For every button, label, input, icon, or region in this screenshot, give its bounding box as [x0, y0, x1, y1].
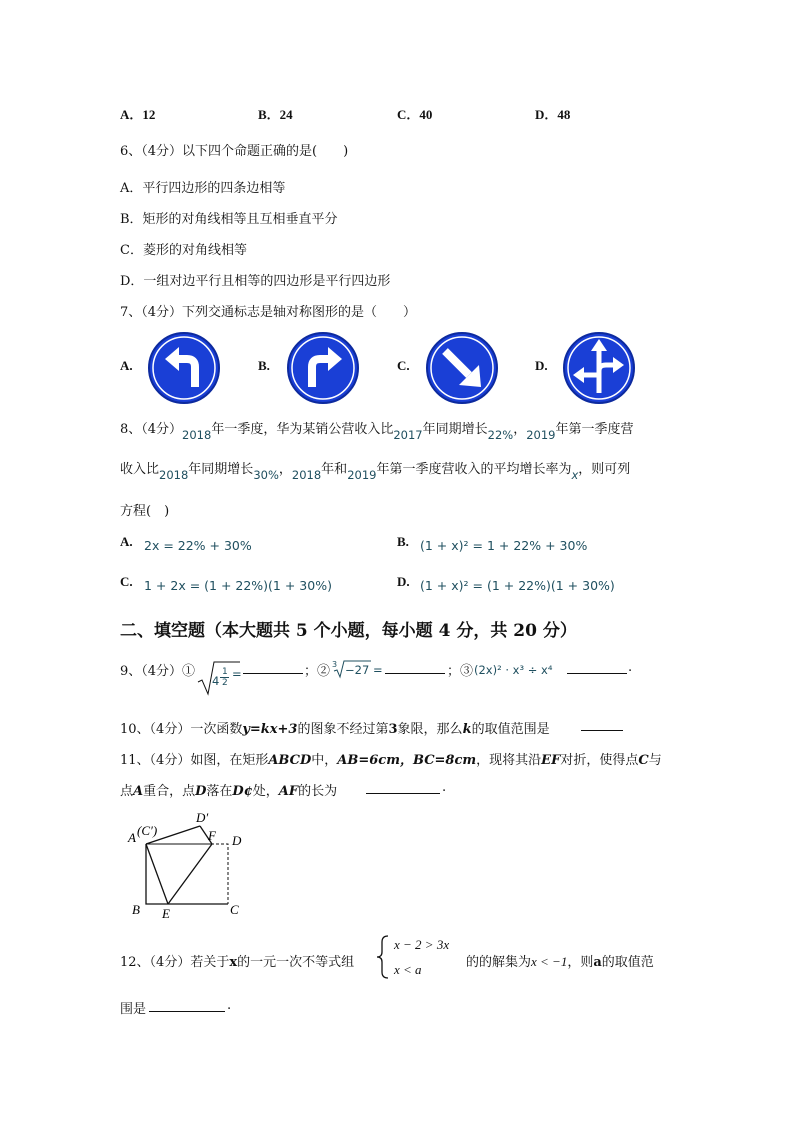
q7-label-c: C.: [397, 358, 410, 373]
fig-label-d: D: [232, 833, 242, 848]
q12-line-2: 围是: [120, 1002, 147, 1017]
section-2-title: 二、填空题（本大题共 5 个小题，每小题 4 分，共 20 分）: [120, 621, 577, 641]
q9-eq-1: =: [232, 667, 242, 681]
q8-option-d-label: D.: [397, 574, 410, 589]
q10-line: 10、（4分）一次函数y=kx+3的图象不经过第3象限，那么k的取值范围是: [120, 722, 550, 737]
q9-cube-index: 3: [332, 660, 338, 669]
q8-option-b-label: B.: [397, 534, 409, 549]
fig-label-c-prime: (C′): [137, 823, 158, 838]
q12-blank[interactable]: [149, 999, 225, 1012]
q10-blank[interactable]: [581, 718, 623, 731]
q9-sep-2: ；③: [447, 664, 474, 679]
fig-label-d-prime: D′: [196, 810, 209, 825]
q9-blank-1[interactable]: [243, 661, 303, 674]
q12-line-1-start: 12、（4分）若关于x的一元一次不等式组: [120, 955, 355, 970]
fig-label-c: C: [230, 902, 239, 917]
q8-line-2: 收入比2018年同期增长30%，2018年和2019年第一季度营收入的平均增长率为x，则可列: [120, 462, 631, 482]
q9-frac-den: 2: [222, 678, 228, 688]
q6-option-a: A．平行四边形的四条边相等: [120, 181, 286, 196]
q11-rectangle-fold-figure: [126, 810, 256, 922]
q9-eq-2: =: [373, 663, 383, 677]
q7-label-d: D.: [535, 358, 548, 373]
q12-ineq-1: x − 2 > 3x: [394, 937, 450, 952]
q5-option-b: B．24: [258, 107, 293, 122]
q8-line-1: 8、（4分）2018年一季度，华为某销公营收入比2017年同期增长22%，2019年第一季度营: [120, 422, 634, 442]
q8-line-3: 方程( ): [120, 504, 170, 519]
q7-label-a: A.: [120, 358, 133, 373]
q6-option-b: B．矩形的对角线相等且互相垂直平分: [120, 212, 338, 227]
q5-option-c: C．40: [397, 107, 433, 122]
q9-sqrt-int: 4: [212, 674, 220, 688]
q7-stem: 7、（4分）下列交通标志是轴对称图形的是（ ）: [120, 305, 417, 320]
q12-line-1-end: 的的解集为x < −1，则a的取值范: [466, 954, 654, 970]
q9-blank-2[interactable]: [385, 661, 445, 674]
q6-stem: 6、（4分）以下四个命题正确的是( ): [120, 144, 349, 159]
straight-left-right-sign-icon: [562, 331, 636, 405]
q9-frac-num: 1: [222, 667, 228, 677]
fig-label-a: A: [128, 830, 136, 845]
q7-label-b: B.: [258, 358, 270, 373]
fig-label-b: B: [132, 902, 140, 917]
q9-expr-3: (2x)² · x³ ÷ x⁴: [474, 663, 553, 677]
q11-line-2: 点A重合，点D落在D¢处，AF的长为: [120, 784, 338, 799]
turn-right-sign-icon: [286, 331, 360, 405]
q9-line: 9、（4分）①: [120, 664, 196, 679]
q9-sep-1: ；②: [304, 664, 331, 679]
q5-option-d: D．48: [535, 107, 571, 122]
q6-option-c: C．菱形的对角线相等: [120, 243, 247, 258]
q12-end: .: [227, 998, 232, 1013]
q6-option-d: D．一组对边平行且相等的四边形是平行四边形: [120, 274, 391, 289]
q8-option-a-expr: 2x = 22% + 30%: [144, 538, 252, 553]
q12-ineq-2: x < a: [394, 962, 422, 977]
q8-option-a-label: A.: [120, 534, 133, 549]
q11-blank[interactable]: [366, 781, 440, 794]
q12-brace: [376, 934, 390, 980]
diagonal-down-right-sign-icon: [425, 331, 499, 405]
q9-cube-rad: −27: [345, 663, 370, 677]
turn-left-sign-icon: [147, 331, 221, 405]
fig-label-e: E: [162, 906, 170, 921]
q11-end: .: [442, 780, 447, 795]
q8-option-b-expr: (1 + x)² = 1 + 22% + 30%: [420, 538, 588, 553]
q9-blank-3[interactable]: [567, 661, 627, 674]
fig-label-f: F: [208, 828, 216, 843]
q8-option-c-label: C.: [120, 574, 133, 589]
q8-option-c-expr: 1 + 2x = (1 + 22%)(1 + 30%): [144, 578, 332, 593]
q8-option-d-expr: (1 + x)² = (1 + 22%)(1 + 30%): [420, 578, 615, 593]
q5-option-a: A．12: [120, 107, 156, 122]
q9-end: .: [628, 660, 633, 675]
q11-line-1: 11、（4分）如图，在矩形ABCD中，AB=6cm，BC=8cm，现将其沿EF对折，使得点C与: [120, 753, 662, 768]
